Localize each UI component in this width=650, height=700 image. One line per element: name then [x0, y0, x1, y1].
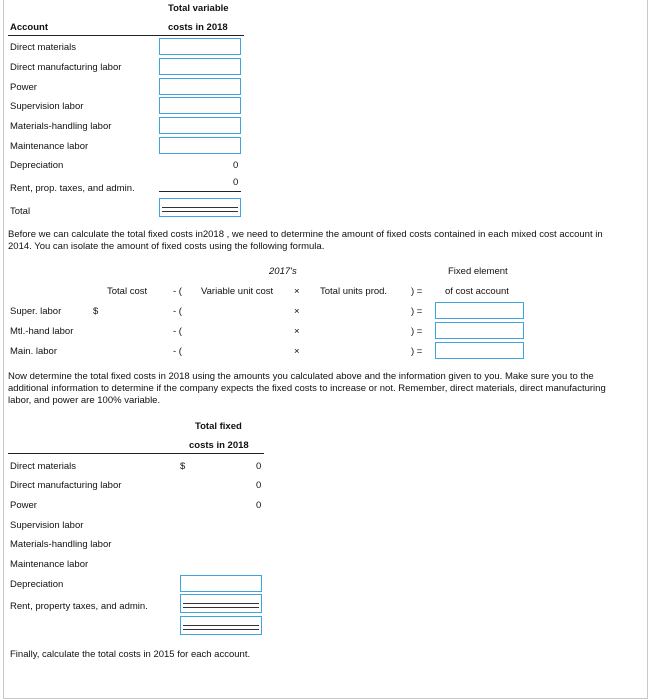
table1-header-line2: costs in 2018 — [168, 22, 228, 33]
power-variable-input[interactable] — [159, 78, 241, 95]
direct-materials-fixed-value: 0 — [256, 461, 262, 472]
rent-variable-value: 0 — [233, 177, 239, 188]
main-labor-fixed-input[interactable] — [435, 342, 524, 359]
table2-row-label: Direct materials — [10, 461, 76, 472]
total-units-header: Total units prod. — [320, 286, 388, 297]
table1-account-header: Account — [10, 22, 48, 33]
table1-row-label: Supervision labor — [10, 101, 84, 112]
formula-year-label: 2017's — [269, 266, 297, 277]
page-frame — [3, 0, 648, 699]
open-paren: - ( — [173, 346, 182, 357]
close-eq-header: ) = — [411, 286, 423, 297]
close-eq: ) = — [411, 306, 423, 317]
total-variable-input[interactable] — [159, 198, 241, 217]
table2-row-label: Maintenance labor — [10, 559, 89, 570]
direct-mfg-labor-fixed-value: 0 — [256, 480, 262, 491]
total-cost-header: Total cost — [107, 286, 148, 297]
depreciation-fixed-input[interactable] — [180, 575, 262, 592]
table1-row-label: Direct manufacturing labor — [10, 62, 122, 73]
formula-row-label: Super. labor — [10, 306, 62, 317]
table1-row-label: Direct materials — [10, 42, 76, 53]
table1-row-label: Rent, prop. taxes, and admin. — [10, 183, 135, 194]
table2-row-label: Power — [10, 500, 37, 511]
table1-row-label: Maintenance labor — [10, 141, 89, 152]
fixed-element-header-line2: of cost account — [445, 286, 509, 297]
rent-fixed-input[interactable] — [180, 594, 262, 613]
dollar-sign: $ — [180, 461, 186, 472]
mtl-hand-labor-fixed-input[interactable] — [435, 322, 524, 339]
supervision-labor-variable-input[interactable] — [159, 97, 241, 114]
table1-header-rule — [8, 35, 244, 36]
table2-header-line1: Total fixed — [195, 421, 242, 432]
times-sign: × — [294, 306, 300, 317]
table1-row-label: Power — [10, 82, 37, 93]
power-fixed-value: 0 — [256, 500, 262, 511]
formula-row-label: Mtl.-hand labor — [10, 326, 74, 337]
formula-row-label: Main. labor — [10, 346, 57, 357]
maintenance-labor-variable-input[interactable] — [159, 137, 241, 154]
table1-header-line1: Total variable — [168, 3, 229, 14]
times-header: × — [294, 286, 300, 297]
fixed-element-header-line1: Fixed element — [448, 266, 508, 277]
instruction-paragraph-2: Now determine the total fixed costs in 2018 using the amounts you calculated above and the information given to you. Make sure you to the additional information to determine if the company expects the fixed costs to increase or not. Remember, direct materials, direct manufacturing labor, and power are 100% variable. — [8, 371, 606, 406]
table1-row-label: Depreciation — [10, 160, 64, 171]
close-eq: ) = — [411, 346, 423, 357]
table2-row-label: Direct manufacturing labor — [10, 480, 122, 491]
close-eq: ) = — [411, 326, 423, 337]
dollar-sign: $ — [93, 306, 99, 317]
variable-unit-cost-header: Variable unit cost — [201, 286, 274, 297]
super-labor-fixed-input[interactable] — [435, 302, 524, 319]
table1-row-label: Total — [10, 206, 31, 217]
total-sum-rule — [159, 191, 241, 192]
open-paren-header: - ( — [173, 286, 182, 297]
direct-mfg-labor-variable-input[interactable] — [159, 58, 241, 75]
table2-row-label: Depreciation — [10, 579, 64, 590]
times-sign: × — [294, 326, 300, 337]
direct-materials-variable-input[interactable] — [159, 38, 241, 55]
table2-row-label: Supervision labor — [10, 520, 84, 531]
table2-header-line2: costs in 2018 — [189, 440, 249, 451]
instruction-paragraph-3: Finally, calculate the total costs in 2015 for each account. — [10, 649, 251, 660]
times-sign: × — [294, 346, 300, 357]
materials-handling-variable-input[interactable] — [159, 117, 241, 134]
instruction-paragraph-1: Before we can calculate the total fixed costs in2018 , we need to determine the amount of fixed costs contained in each mixed cost account in 2014. You can isolate the amount of fixed costs using the following formula. — [8, 229, 603, 252]
table1-row-label: Materials-handling labor — [10, 121, 112, 132]
open-paren: - ( — [173, 326, 182, 337]
table2-row-label: Materials-handling labor — [10, 539, 112, 550]
table2-header-rule — [8, 453, 264, 454]
table2-row-label: Rent, property taxes, and admin. — [10, 601, 148, 612]
total-fixed-input[interactable] — [180, 616, 262, 635]
depreciation-variable-value: 0 — [233, 160, 239, 171]
open-paren: - ( — [173, 306, 182, 317]
